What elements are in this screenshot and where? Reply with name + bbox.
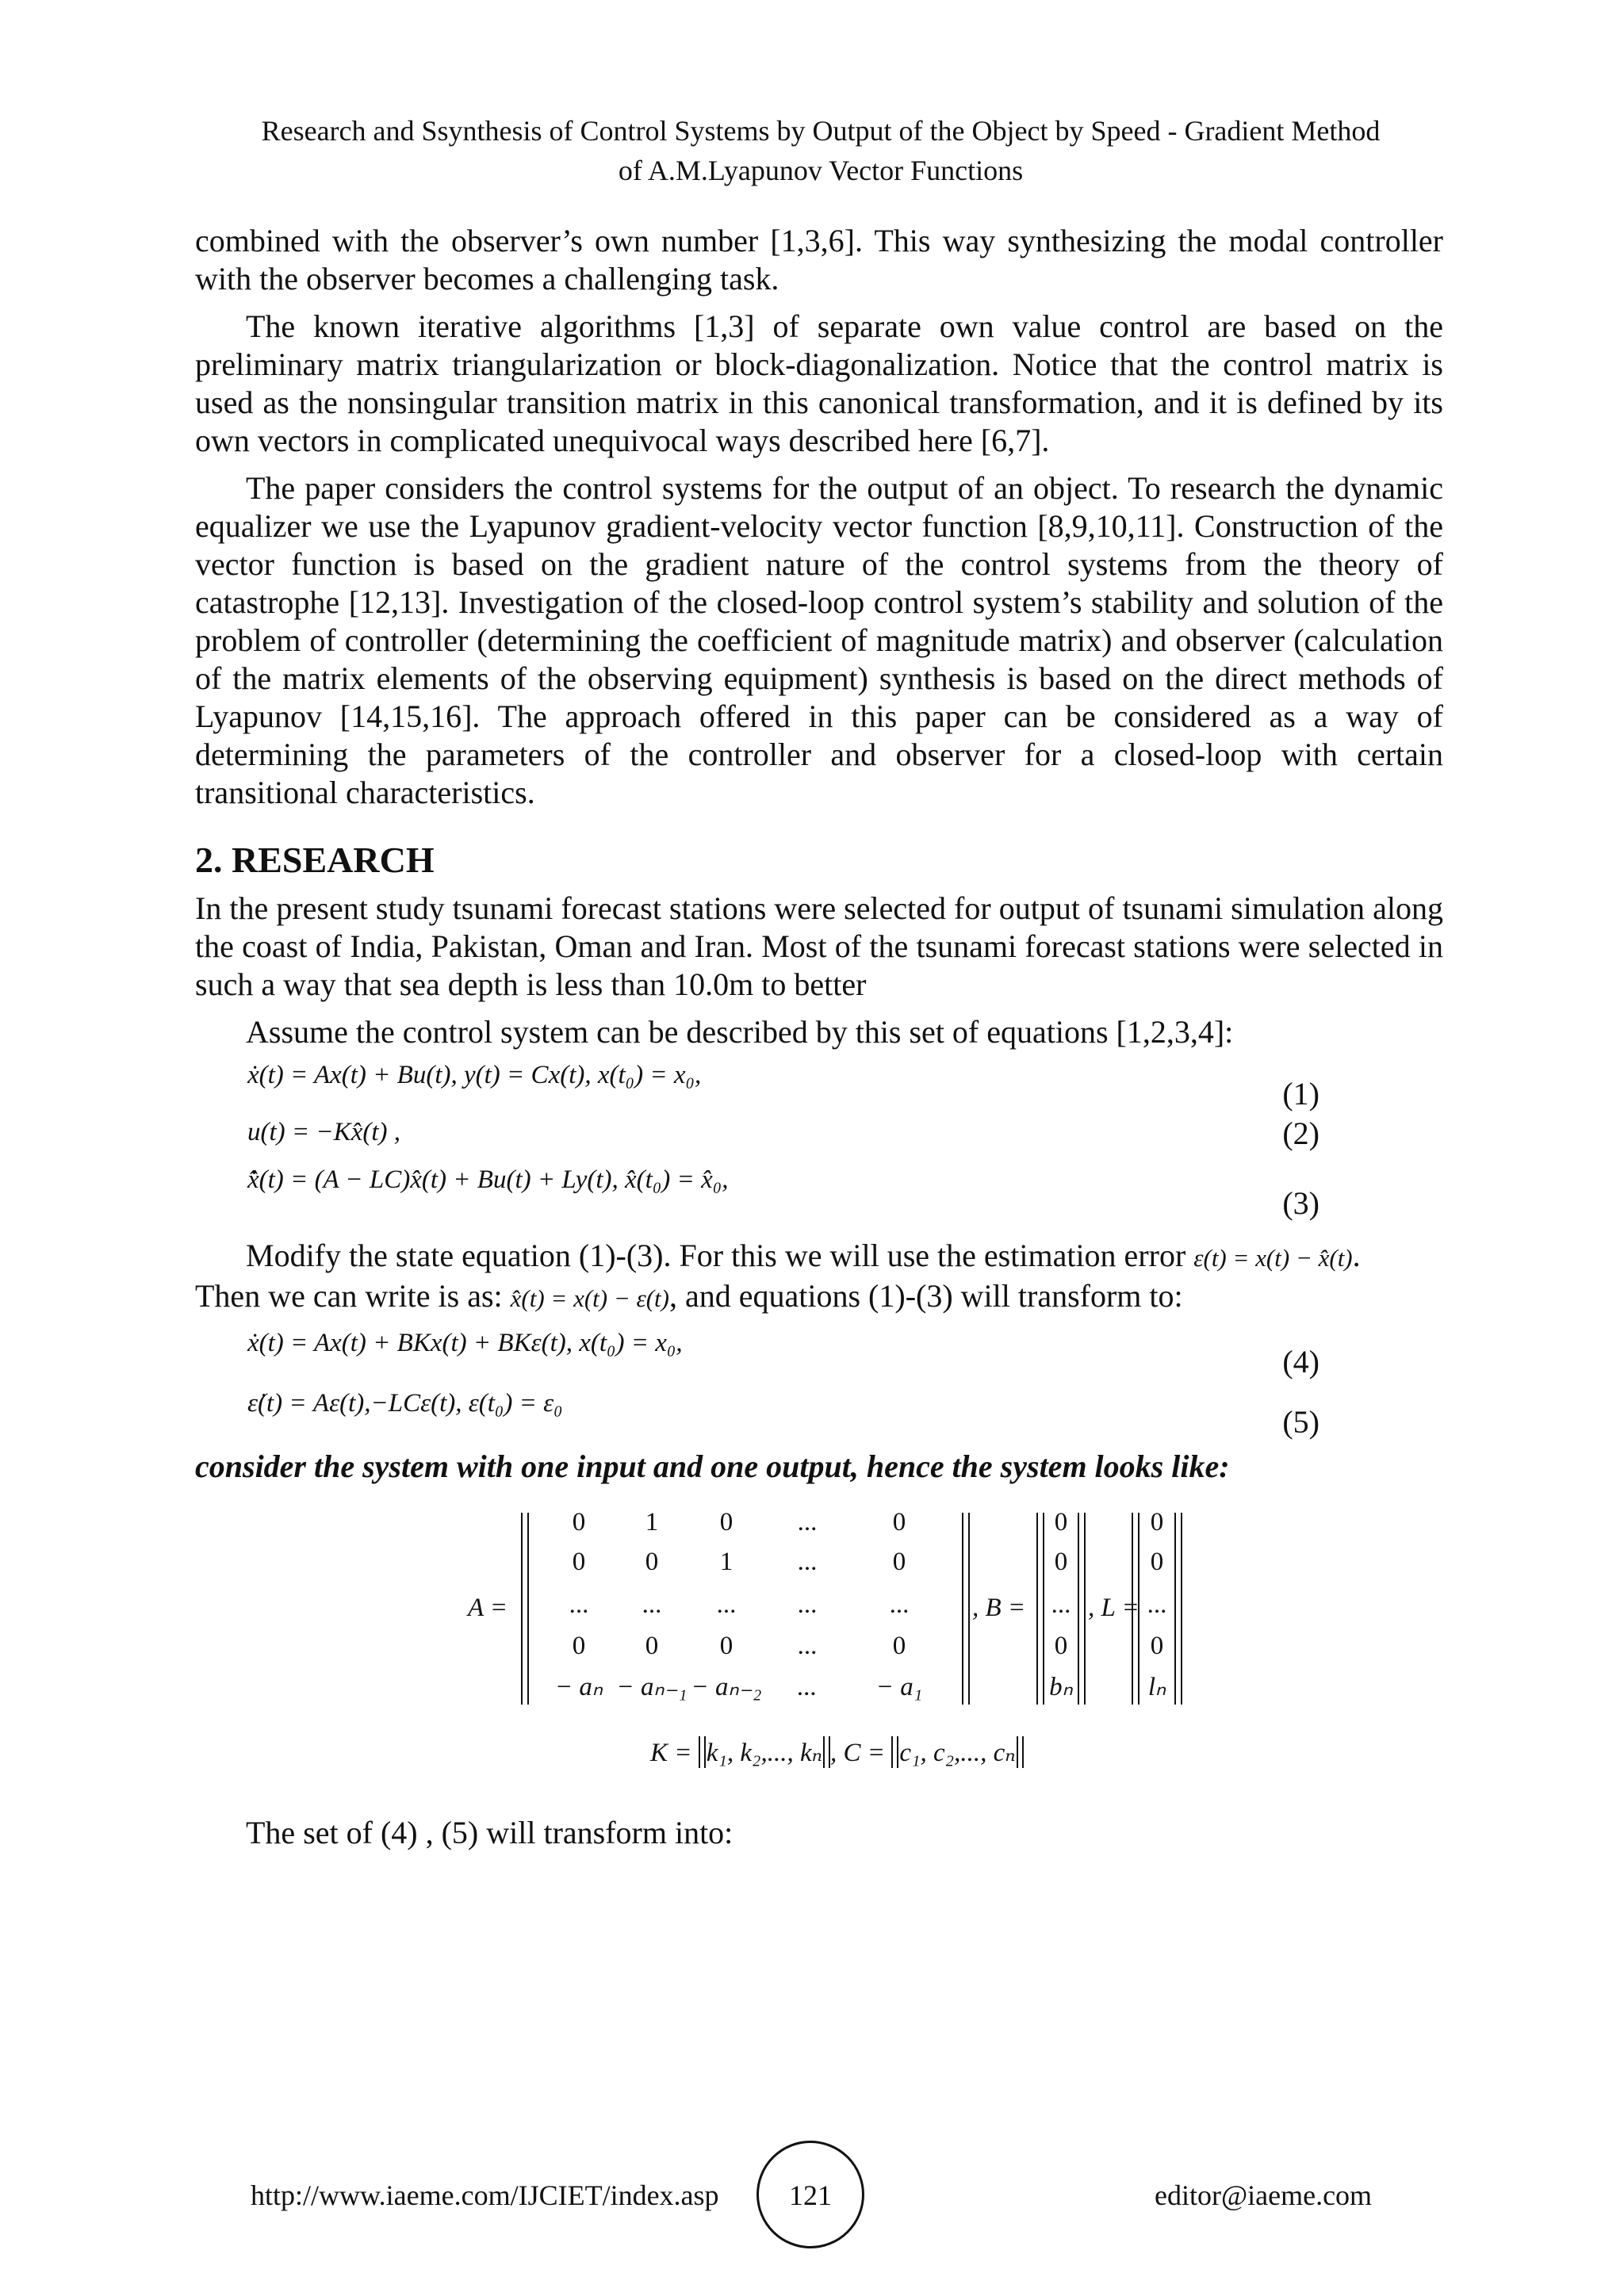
matrix-a-cell: 0: [572, 1632, 586, 1660]
consider-statement: consider the system with one input and one output, hence the system looks like:: [195, 1448, 1230, 1484]
matrix-a-cell: ...: [797, 1548, 818, 1576]
matrix-a-cell: 1: [645, 1508, 659, 1536]
matrix-l-cells: [1147, 1508, 1167, 1701]
equation-1-formula: ẋ(t) = Ax(t) + Bu(t), y(t) = Cx(t), x(t₀) = x₀,: [247, 1061, 702, 1089]
equation-3-formula: x̂̇(t) = (A − LC)x̂(t) + Bu(t) + Ly(t), x̂(t₀) = x̂₀,: [247, 1165, 729, 1194]
matrix-a-cell: ...: [797, 1673, 818, 1701]
matrix-a-cell: − aₙ₋₂: [691, 1673, 762, 1701]
running-head: [198, 111, 1443, 190]
matrix-b-cell: bₙ: [1049, 1673, 1073, 1701]
matrix-a-cell: ...: [797, 1632, 818, 1660]
matrix-a-cell: 1: [719, 1548, 733, 1576]
matrix-a-cell: ...: [797, 1590, 818, 1619]
modify-text-b: Then we can write is as:: [195, 1278, 503, 1314]
matrix-l-cell: 0: [1150, 1548, 1164, 1576]
k-vector: k₁, k₂,..., kₙ: [699, 1736, 830, 1768]
matrix-b-cell: 0: [1054, 1632, 1068, 1660]
equation-5-formula: ε̇(t) = Aε(t),−LCε(t), ε(t₀) = ε₀: [247, 1389, 563, 1418]
matrix-a-cell: ...: [642, 1590, 662, 1619]
matrix-a-cell: 0: [892, 1508, 906, 1536]
paragraph-1: combined with the observer’s own number [1,3,6]. This way synthesizing the modal controller with the observer becomes a challenging task.: [195, 223, 1443, 297]
matrix-a-cell: ...: [716, 1590, 737, 1619]
matrix-a-cell: 0: [719, 1632, 733, 1660]
k-c-definition: [650, 1736, 1024, 1768]
matrix-a-cell: ...: [889, 1590, 910, 1619]
matrix-l-cell: 0: [1150, 1508, 1164, 1536]
matrix-a-cell: ...: [797, 1508, 818, 1536]
equation-4-number: (4): [1282, 1344, 1320, 1380]
matrix-b-cell: 0: [1054, 1508, 1068, 1536]
assume-paragraph: Assume the control system can be described by this set of equations [1,2,3,4]:: [246, 1014, 1234, 1050]
equation-2-formula: u(t) = −Kx̂(t) ,: [247, 1118, 400, 1146]
footer-email[interactable]: editor@iaeme.com: [1155, 2179, 1373, 2211]
matrix-b-cell: 0: [1054, 1548, 1068, 1576]
matrix-b-label: , B =: [972, 1594, 1026, 1622]
matrix-a-cell: 0: [572, 1548, 586, 1576]
matrix-l-cell: 0: [1150, 1632, 1164, 1660]
equation-2-number: (2): [1282, 1115, 1320, 1151]
k-label: K =: [650, 1739, 692, 1767]
matrix-a-cell: ...: [569, 1590, 589, 1619]
matrix-a-cell: 0: [645, 1632, 659, 1660]
estimation-error-formula: ε(t) = x(t) − x̂(t): [1193, 1244, 1353, 1272]
section-heading: 2. RESEARCH: [195, 840, 435, 880]
matrix-a-cells: [555, 1508, 922, 1701]
running-head-line-1: Research and Ssynthesis of Control Systems by Output of the Object by Speed - Gradient Method: [261, 115, 1381, 147]
matrix-a-cell: 0: [572, 1508, 586, 1536]
footer-url[interactable]: http://www.iaeme.com/IJCIET/index.asp: [251, 2179, 719, 2211]
equation-1: [195, 1061, 1443, 1112]
matrix-a-cell: 0: [645, 1548, 659, 1576]
modify-paragraph: Modify the state equation (1)-(3). For this we will use the estimation error ε(t) = x(t) − x̂(t). Then we can write is as: x̂(t) = x(t) − ε(t), and equations (1)-(3) will transform to:: [195, 1238, 1361, 1314]
equation-1-number: (1): [1282, 1076, 1320, 1112]
matrix-a-cell: − aₙ₋₁: [616, 1673, 688, 1701]
system-matrices: [444, 1490, 1189, 1720]
matrix-a-label: A =: [468, 1594, 508, 1622]
matrix-l-cell: ...: [1147, 1590, 1167, 1619]
section-intro-block: [195, 890, 1443, 1051]
section-intro-paragraph: In the present study tsunami forecast stations were selected for output of tsunami simulation along the coast of India, Pakistan, Oman and Iran. Most of the tsunami forecast stations were selected in such a way that sea depth is less than 10.0m to better: [195, 890, 1443, 1002]
paragraph-2: The known iterative algorithms [1,3] of separate own value control are based on the preliminary matrix triangularization or block-diagonalization. Notice that the control matrix is used as the nonsingular transition matrix in this canonical transformation, and it is defined by its own vectors in complicated unequivocal ways described here [6,7].: [195, 308, 1443, 458]
matrix-a-cell: 0: [892, 1632, 906, 1660]
matrix-a-bracket-left: [522, 1513, 528, 1705]
matrix-l-cell: lₙ: [1147, 1673, 1166, 1701]
matrix-a-cell: − aₙ: [554, 1673, 603, 1701]
page-number: 121: [789, 2179, 832, 2211]
intro-text-block: [195, 222, 1443, 812]
equation-3: [195, 1165, 1443, 1221]
matrix-b-cell: ...: [1051, 1590, 1071, 1619]
paragraph-3: The paper considers the control systems for the output of an object. To research the dynamic equalizer we use the Lyapunov gradient-velocity vector function [8,9,10,11]. Construction of the vector function is based on the gradient nature of the control systems from the theory of catastrophe [12,13]. Investigation of the closed-loop control system’s stability and solution of the problem of controller (determining the coefficient of magnitude matrix) and observer (calculation of the matrix elements of the observing equipment) synthesis is based on the direct methods of Lyapunov [14,15,16]. The approach offered in this paper can be considered as a way of determining the parameters of the controller and observer for a closed-loop with certain transitional characteristics.: [195, 470, 1443, 810]
running-head-line-2: of A.M.Lyapunov Vector Functions: [618, 155, 1024, 186]
equation-4-formula: ẋ(t) = Ax(t) + BKx(t) + BKε(t), x(t₀) = x₀,: [247, 1329, 683, 1357]
matrix-a-cell: 0: [719, 1508, 733, 1536]
equation-5: [195, 1389, 1443, 1440]
equation-4: [195, 1329, 1443, 1380]
equation-5-number: (5): [1282, 1404, 1320, 1440]
matrix-a-cell: − a₁: [875, 1673, 923, 1701]
matrix-b-cells: [1049, 1508, 1074, 1701]
equation-3-number: (3): [1282, 1185, 1320, 1221]
c-label: , C =: [830, 1739, 886, 1767]
equation-2: [195, 1115, 1443, 1162]
matrix-l-label: , L =: [1088, 1594, 1139, 1622]
matrix-a-bracket-right: [963, 1513, 969, 1705]
modify-text-a: Modify the state equation (1)-(3). For this we will use the estimation error: [246, 1238, 1186, 1273]
c-vector: c₁, c₂,..., cₙ: [891, 1736, 1023, 1768]
matrix-a-cell: 0: [892, 1548, 906, 1576]
closing-sentence: The set of (4) , (5) will transform into:: [246, 1815, 733, 1850]
modify-text-c: , and equations (1)-(3) will transform to:: [669, 1278, 1183, 1314]
xhat-formula: x̂(t) = x(t) − ε(t): [510, 1284, 669, 1312]
